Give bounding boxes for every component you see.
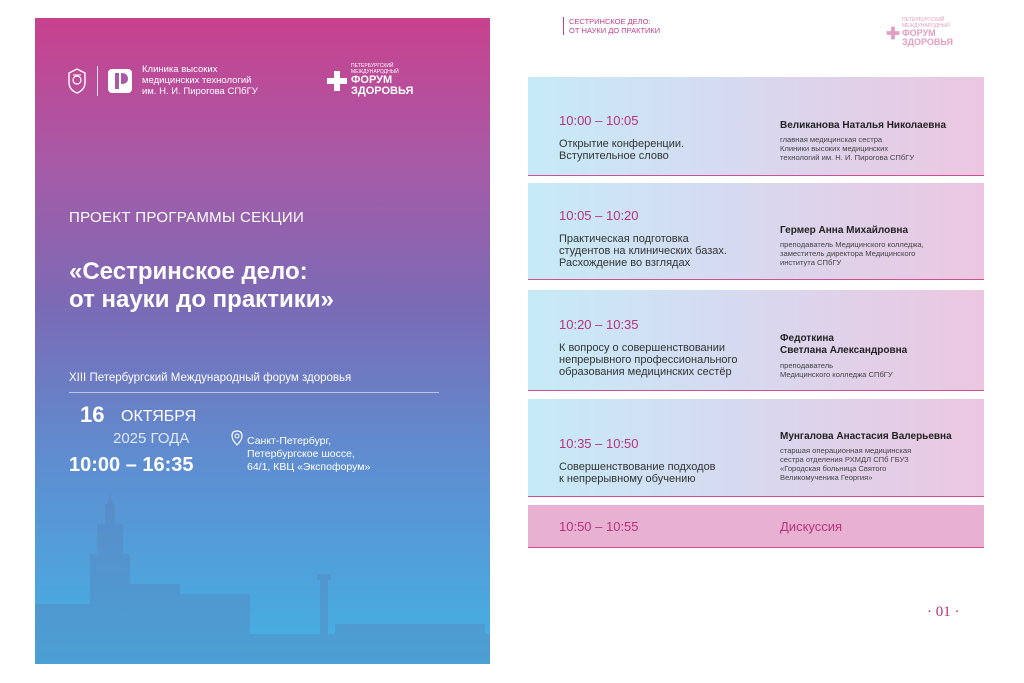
program-item-time: 10:05 – 10:20 [559, 208, 639, 223]
role-line: преподаватель Медицинского колледжа, [780, 240, 924, 249]
topic-line: Практическая подготовка [559, 233, 689, 245]
topic-line: Вступительное слово [559, 150, 669, 162]
header-forum-logo [886, 18, 953, 47]
program-item-topic [559, 138, 769, 162]
clinic-name-line: медицинских технологий [142, 75, 252, 86]
topic-line: Открытие конференции. [559, 138, 685, 150]
topic-line: Совершенствование подходов [559, 461, 716, 473]
address-line: 64/1, КВЦ «Экспофорум» [247, 461, 371, 473]
city-skyline-image [35, 484, 490, 664]
topic-line: студентов на клинических базах. [559, 245, 727, 257]
forum-logo-small: ПЕТЕРБУРГСКИЙ [351, 63, 394, 69]
address-line: Санкт-Петербург, [247, 435, 331, 447]
forum-logo-big: ФОРУМ [351, 74, 393, 86]
topic-line: образования медицинских сестёр [559, 366, 732, 378]
role-line: технологий им. Н. И. Пирогова СПбГУ [780, 153, 915, 162]
speaker-name: Мунгалова Анастасия Валерьевна [780, 431, 952, 442]
speaker-name-line: Светлана Александровна [780, 345, 908, 356]
clinic-name [142, 64, 292, 97]
role-line: института СПбГУ [780, 258, 842, 267]
header-label-line: СЕСТРИНСКОЕ ДЕЛО: [569, 17, 651, 26]
location-pin-icon [231, 430, 243, 446]
role-line: сестра отделения РХМДЛ СПб ГБУЗ [780, 455, 909, 464]
role-line: «Городская больница Святого [780, 464, 887, 473]
forum-logo-big: ЗДОРОВЬЯ [902, 37, 954, 47]
forum-logo-big: ЗДОРОВЬЯ [351, 85, 414, 97]
forum-logo-small: ПЕТЕРБУРГСКИЙ [902, 17, 945, 23]
forum-plus-icon [326, 70, 348, 92]
divider [69, 392, 439, 393]
cover-page [35, 18, 490, 664]
program-item [528, 183, 984, 280]
role-line: Клиники высоких медицинских [780, 144, 889, 153]
speaker-name-line: Федоткина [780, 333, 834, 344]
program-item [528, 399, 984, 497]
role-line: преподаватель [780, 361, 834, 370]
speaker-role [780, 240, 980, 267]
forum-logo-small: МЕЖДУНАРОДНЫЙ [351, 68, 399, 75]
header-section-label [563, 17, 660, 35]
section-title-line: от науки до практики» [69, 286, 334, 313]
role-line: главная медицинская сестра [780, 135, 883, 144]
program-item-topic [559, 461, 769, 485]
event-date-year: 2025 ГОДА [113, 430, 190, 447]
discussion-label: Дискуссия [780, 519, 843, 534]
program-item-time: 10:00 – 10:05 [559, 113, 639, 128]
program-item [528, 77, 984, 176]
topic-line: к непрерывному обучению [559, 473, 696, 485]
program-subtitle: ПРОЕКТ ПРОГРАММЫ СЕКЦИИ [69, 209, 305, 226]
speaker-name [780, 333, 980, 357]
event-date-month: ОКТЯБРЯ [121, 408, 197, 425]
speaker-name: Гермер Анна Михайловна [780, 225, 909, 236]
section-title-line: «Сестринское дело: [69, 258, 308, 285]
forum-plus-icon [886, 26, 900, 40]
speaker-name: Великанова Наталья Николаевна [780, 120, 947, 131]
section-title [69, 258, 449, 314]
logo-divider [97, 66, 98, 96]
program-item-discussion [528, 505, 984, 548]
topic-line: непрерывного профессионального [559, 354, 738, 366]
role-line: Великомученика Георгия» [780, 473, 873, 482]
clinic-name-line: им. Н. И. Пирогова СПбГУ [142, 86, 258, 97]
program-item-time: 10:35 – 10:50 [559, 436, 639, 451]
event-date-day: 16 [80, 402, 105, 427]
page-number: · 01 · [927, 604, 960, 620]
role-line: старшая операционная медицинская [780, 446, 912, 455]
address-line: Петербургское шоссе, [247, 448, 355, 460]
role-line: Медицинского колледжа СПбГУ [780, 370, 893, 379]
university-crest-icon [65, 67, 89, 95]
forum-logo-big: ФОРУМ [902, 28, 936, 38]
clinic-name-line: Клиника высоких [142, 64, 218, 75]
program-item [528, 290, 984, 391]
forum-logo-small: МЕЖДУНАРОДНЫЙ [902, 22, 950, 29]
cover-logos [65, 64, 413, 97]
header-label-line: ОТ НАУКИ ДО ПРАКТИКИ [569, 26, 661, 35]
topic-line: К вопросу о совершенствовании [559, 342, 726, 354]
forum-logo [326, 64, 413, 97]
program-item-topic [559, 233, 769, 269]
program-item-topic [559, 342, 769, 378]
event-time: 10:00 – 16:35 [69, 454, 194, 476]
program-item-time: 10:50 – 10:55 [559, 519, 639, 534]
topic-line: Расхождение во взглядах [559, 257, 691, 269]
clinic-logo-icon [106, 67, 134, 95]
forum-name: XIII Петербургский Международный форум здоровья [69, 372, 352, 384]
event-address [247, 435, 397, 474]
program-item-time: 10:20 – 10:35 [559, 317, 639, 332]
speaker-role [780, 361, 980, 379]
speaker-role [780, 135, 980, 162]
role-line: заместитель директора Медицинского [780, 249, 916, 258]
speaker-role [780, 446, 980, 482]
